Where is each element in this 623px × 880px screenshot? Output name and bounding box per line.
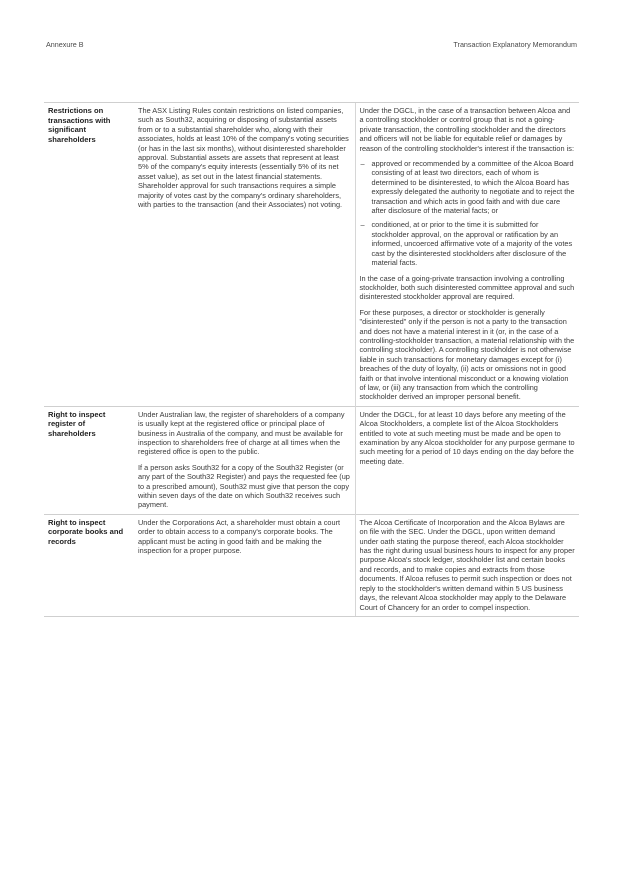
table-row	[44, 514, 579, 616]
alcoa-paragraph: Under the DGCL, for at least 10 days before any meeting of the Alcoa Stockholders, a complete list of the Alcoa Stockholders entitled to vote at such meeting must be made and be open to examination by any Alcoa stockholder for any purpose germane to such meeting for a period of 10 days ending on the day before the meeting date.	[359, 409, 575, 466]
row-label: Right to inspect register of shareholders	[44, 406, 134, 514]
alcoa-paragraph: In the case of a going-private transaction involving a controlling stockholder, both such disinterested committee approval and such disinterested stockholder approval are required.	[359, 273, 575, 302]
alcoa-cell	[355, 514, 579, 616]
header-section-label: Annexure B	[46, 40, 84, 49]
alcoa-cell	[355, 103, 579, 407]
list-item: – approved or recommended by a committee of the Alcoa Board consisting of at least two directors, each of whom is determined to be disinterested, to which the Alcoa Board has expressly delegated the authority to negotiate and to reject the transaction and which acts in good faith and with due care after disclosure of the material facts; or	[360, 159, 576, 215]
table-row	[44, 406, 579, 514]
alcoa-paragraph: For these purposes, a director or stockholder is generally "disinterested" only if the person is not a party to the transaction and does not have a material interest in it (or, in the case of a controlling-stockholder transaction, a material relationship with the controlling stockholder). A controlling stockholder is not otherwise liable in such transactions for monetary damages except for (i) breaches of the duty of loyalty, (ii) acts or omissions not in good faith or that involve intentional misconduct or a knowing violation of law, or (iii) any transaction from which the controlling stockholder derived an improper personal benefit.	[359, 307, 575, 402]
alcoa-paragraph: Under the DGCL, in the case of a transaction between Alcoa and a controlling stockholder or control group that is not a going-private transaction, the controlling stockholder and the directors and officers will not be liable for equitable relief or damages by reason of the controlling stockholder's interest if the transaction is:	[359, 106, 574, 153]
alcoa-paragraph: The Alcoa Certificate of Incorporation and the Alcoa Bylaws are on file with the SEC. Under the DGCL, upon written demand under oath stating the purpose thereof, each Alcoa stockholder has the right during usual business hours to inspect for any proper purpose Alcoa's stock ledger, stockholder list and certain books and records, and to make copies and extracts from those documents. If Alcoa refuses to permit such inspection or does not reply to the stockholder's written demand within 5 US business days, the relevant Alcoa stockholder may apply to the Delaware Court of Chancery for an order to compel inspection.	[359, 517, 575, 612]
south32-cell	[134, 406, 355, 514]
row-label: Right to inspect corporate books and records	[44, 514, 134, 616]
header-document-title: Transaction Explanatory Memorandum	[453, 40, 577, 49]
alcoa-condition-list	[360, 159, 576, 267]
alcoa-cell	[355, 406, 579, 514]
south32-paragraph: If a person asks South32 for a copy of the South32 Register (or any part of the South32 Register) and pays the requested fee (up to a prescribed amount), South32 must give that person the copy within seven days of the date on which South32 receives such payment.	[138, 462, 350, 510]
south32-paragraph: Under the Corporations Act, a shareholder must obtain a court order to obtain access to a company's corporate books. The applicant must be acting in good faith and be making the inspection for a proper purpose.	[138, 517, 341, 556]
south32-paragraph: Under Australian law, the register of shareholders of a company is usually kept at the registered office or principal place of business in Australia of the company, and must be available for inspection to shareholders free of charge at all times when the registered office is open to the public.	[138, 409, 345, 457]
south32-cell	[134, 103, 355, 407]
south32-paragraph: The ASX Listing Rules contain restrictions on listed companies, such as South32, acquiring or disposing of substantial assets from or to a substantial shareholder who, along with their associates, holds at least 10% of the company's voting securities (or has in the last six months), without disinterested shareholder approval. Substantial assets are assets that represent at least 5% of the company's equity interests (essentially 5% of its net asset value), as set out in the latest financial statements. Shareholder approval for such transactions requires a simple majority of votes cast by the company's ordinary shareholders, with parties to the transaction (and their Associates) not voting.	[138, 106, 349, 210]
table-row	[44, 103, 579, 407]
comparison-table	[44, 102, 579, 617]
south32-cell	[134, 514, 355, 616]
list-item: – conditioned, at or prior to the time it is submitted for stockholder approval, on the approval or ratification by an informed, uncoerced affirmative vote of a majority of the votes cast by the disinterested stockholders after disclosure of the material facts.	[360, 220, 576, 267]
row-label: Restrictions on transactions with significant shareholders	[44, 103, 134, 407]
